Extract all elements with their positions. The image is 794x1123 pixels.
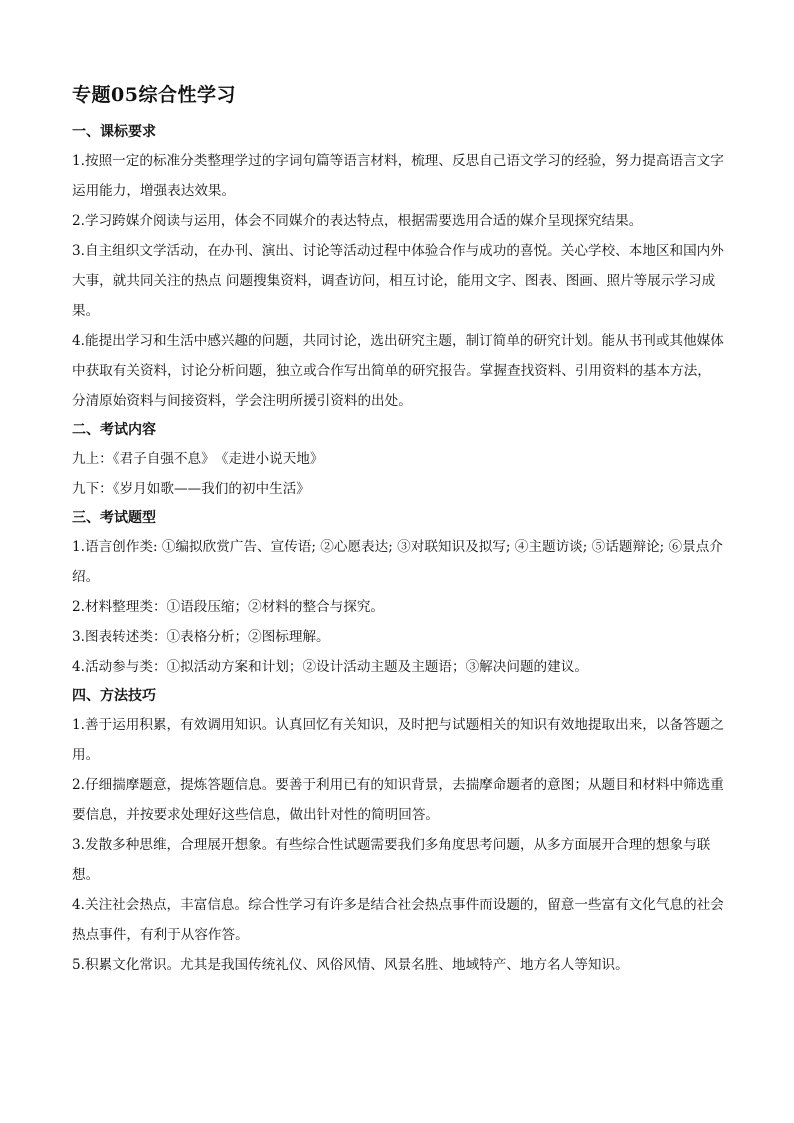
document-title: 专题05综合性学习 — [72, 84, 236, 106]
paragraph: 2.材料整理类：①语段压缩；②材料的整合与探究。 — [72, 599, 385, 615]
section-standards — [72, 118, 724, 416]
paragraph: 1.善于运用积累，有效调用知识。认真回忆有关知识，及时把与试题相关的知识有效地提取出来，以备答题之用。 — [72, 717, 724, 763]
paragraph: 2.仔细揣摩题意，提炼答题信息。要善于利用已有的知识背景，去揣摩命题者的意图；从题目和材料中筛选重要信息，并按要求处理好这些信息，做出针对性的简明回答。 — [72, 777, 724, 823]
section-heading: 四、方法技巧 — [72, 688, 156, 704]
document-body — [72, 118, 724, 980]
section-heading: 一、课标要求 — [72, 124, 156, 140]
paragraph: 3.发散多种思维，合理展开想象。有些综合性试题需要我们多角度思考问题，从多方面展开合理的想象与联想。 — [72, 837, 711, 883]
section-heading: 二、考试内容 — [72, 422, 156, 438]
paragraph: 九上：《君子自强不息》 《走进小说天地》 — [72, 451, 324, 467]
paragraph: 九下：《岁月如歌——我们的初中生活》 — [72, 481, 310, 497]
paragraph: 3.图表转述类：①表格分析；②图标理解。 — [72, 629, 330, 645]
paragraph: 5.积累文化常识。尤其是我国传统礼仪、风俗风情、风景名胜、地域特产、地方名人等知识。 — [72, 957, 629, 973]
paragraph: 1.语言创作类: ①编拟欣赏广告、宣传语; ②心愿表达; ③对联知识及拟写; ④主题访谈; ⑤话题辩论; ⑥景点介绍。 — [72, 539, 723, 585]
paragraph: 2.学习跨媒介阅读与运用，体会不同媒介的表达特点，根据需要选用合适的媒介呈现探究结果。 — [72, 213, 643, 229]
paragraph: 4.活动参与类：①拟活动方案和计划；②设计活动主题及主题语；③解决问题的建议。 — [72, 659, 588, 675]
paragraph: 1.按照一定的标准分类整理学过的字词句篇等语言材料，梳理、反思自己语文学习的经验，努力提高语言文字运用能力，增强表达效果。 — [72, 153, 724, 199]
paragraph: 4.能提出学习和生活中感兴趣的问题，共同讨论，选出研究主题，制订简单的研究计划。能从书刊或其他媒体中获取有关资料，讨论分析问题，独立或合作写出简单的研究报告。掌握查找资料、引用资料的基本方法，分清原始资料与间接资料，学会注明所援引资料的出处。 — [72, 333, 724, 409]
paragraph: 4.关注社会热点，丰富信息。综合性学习有许多是结合社会热点事件而设题的，留意一些富有文化气息的社会热点事件，有利于从容作答。 — [72, 897, 724, 943]
section-question-types — [72, 504, 724, 682]
section-methods — [72, 682, 724, 980]
section-exam-content — [72, 416, 724, 504]
section-heading: 三、考试题型 — [72, 510, 156, 526]
paragraph: 3.自主组织文学活动，在办刊、演出、讨论等活动过程中体验合作与成功的喜悦。关心学校、本地区和国内外大事，就共同关注的热点 问题搜集资料，调查访问，相互讨论，能用文字、图表、图画、照片等展示学习成果。 — [72, 243, 724, 319]
